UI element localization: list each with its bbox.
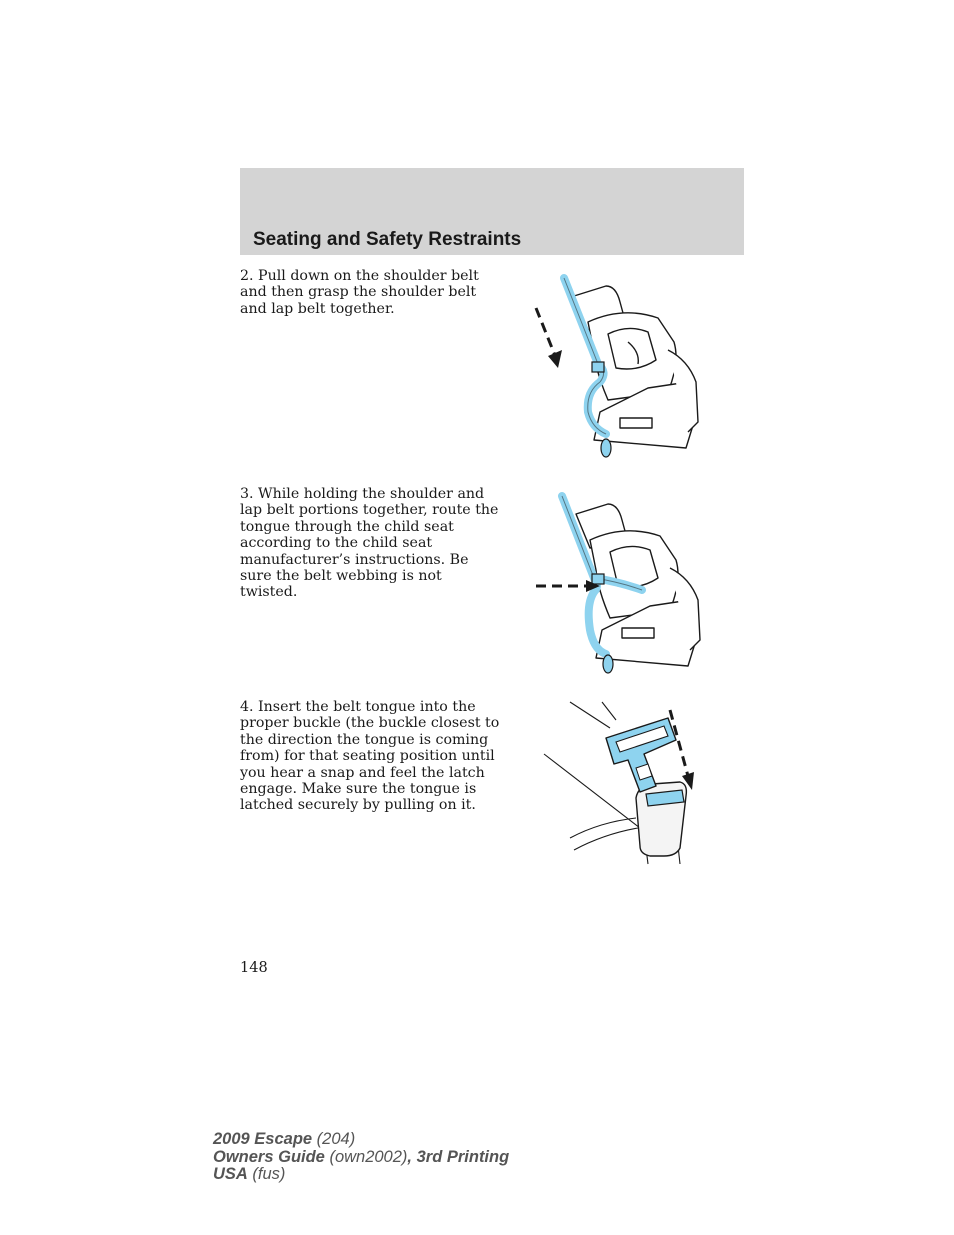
child-seat-belt-pull-down-figure <box>528 272 708 462</box>
belt-tongue-buckle-figure <box>540 698 710 868</box>
step-4-text: 4. Insert the belt tongue into the proper buckle (the buckle closest to the direction the tongue is coming from) for that seating position until you hear a snap and feel the latch engage. Make sure the tongue is latched securely by pulling on it. <box>240 699 500 814</box>
document-footer <box>213 1131 509 1184</box>
section-title: Seating and Safety Restraints <box>253 229 522 250</box>
footer-line-2: Owners Guide (own2002), 3rd Printing <box>213 1147 510 1166</box>
footer-line-1: 2009 Escape (204) <box>213 1130 356 1148</box>
child-seat-belt-routing-figure <box>530 490 710 680</box>
section-header-band <box>240 168 744 255</box>
step-2-text: 2. Pull down on the shoulder belt and then grasp the shoulder belt and lap belt together. <box>240 268 479 317</box>
step-3-text: 3. While holding the shoulder and lap belt portions together, route the tongue through the child seat according to the child seat manufacturer’s instructions. Be sure the belt webbing is not twisted. <box>240 486 499 601</box>
page-number: 148 <box>240 960 268 976</box>
footer-line-3: USA (fus) <box>213 1165 286 1183</box>
